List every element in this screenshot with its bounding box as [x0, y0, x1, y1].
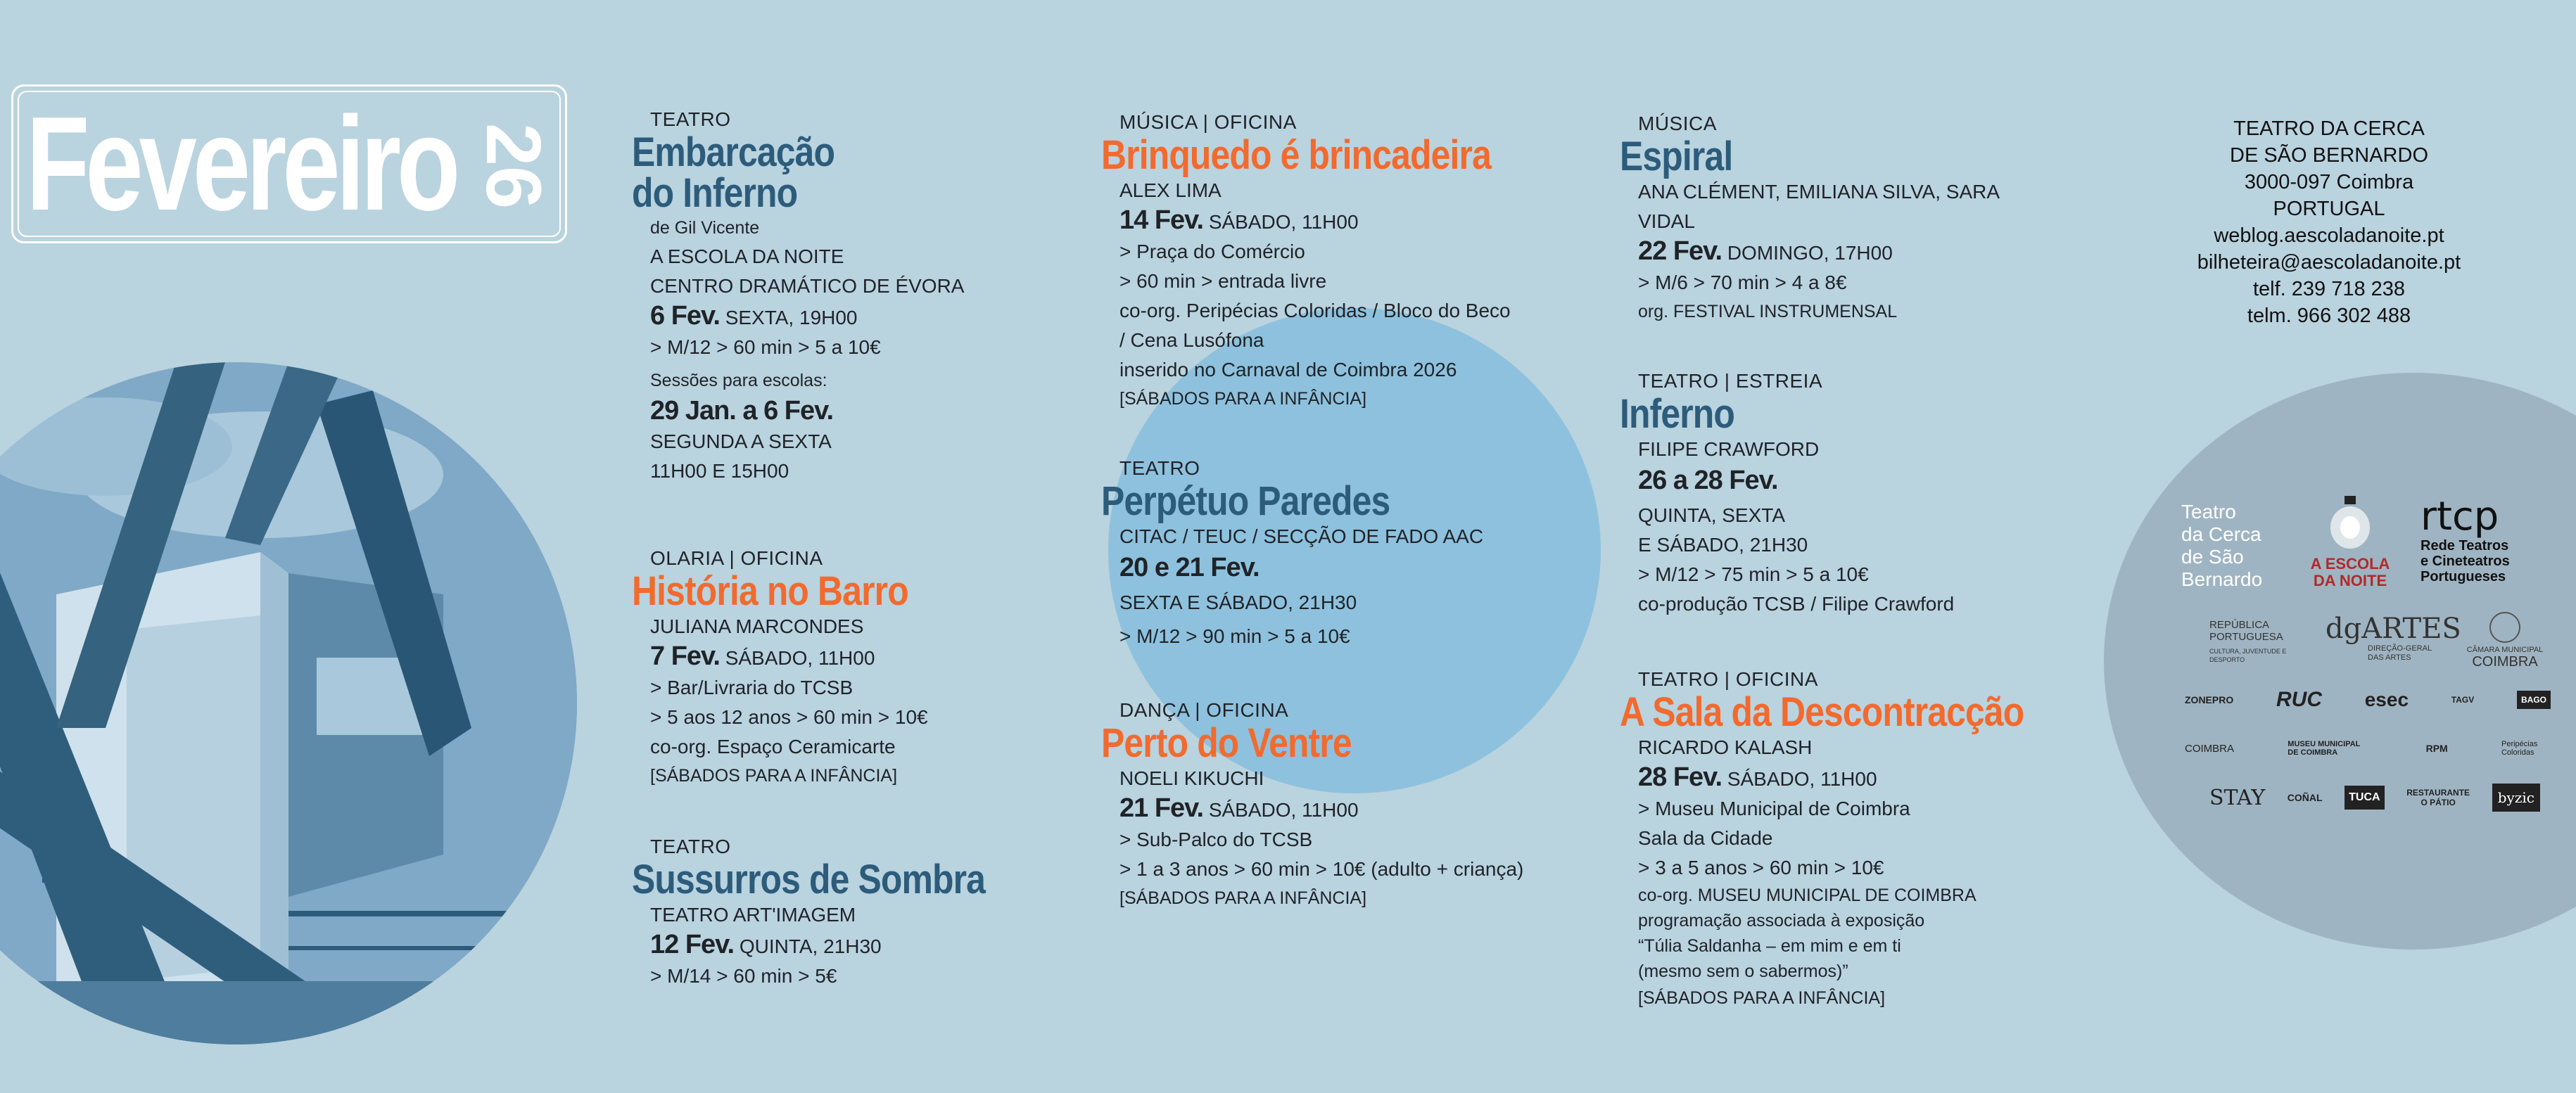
event-when: SEXTA E SÁBADO, 21H30	[1119, 592, 1357, 613]
venue-name: TEATRO DA CERCA	[2233, 117, 2425, 140]
tagv-logo: TAGV	[2451, 695, 2475, 705]
bago-logo: BAGO	[2517, 691, 2551, 709]
logo-mark: rtcp	[2420, 494, 2499, 539]
event-company: A ESCOLA DA NOITE	[650, 245, 844, 267]
event-perto-do-ventre	[1101, 698, 1523, 912]
logo-text: CULTURA, JUVENTUDE E DESPORTO	[2209, 648, 2287, 663]
logo-text: e Cineteatros	[2420, 554, 2510, 569]
schools-hours: 11H00 E 15H00	[650, 460, 789, 482]
event-date: 20 e 21 Fev.	[1119, 553, 1260, 582]
event-category: DANÇA | OFICINA	[1119, 699, 1289, 721]
building-photo	[0, 362, 577, 1044]
event-company: CENTRO DRAMÁTICO DE ÉVORA	[650, 275, 965, 297]
byzic-logo: byzic	[2492, 784, 2540, 812]
logo-text: REPÚBLICA	[2209, 619, 2270, 631]
event-line: > 1 a 3 anos > 60 min > 10€ (adulto + criança)	[1119, 858, 1524, 880]
event-historia-no-barro	[632, 546, 953, 790]
event-note: (mesmo sem o sabermos)”	[1638, 961, 1848, 981]
event-line: [SÁBADOS PARA A INFÂNCIA]	[1119, 389, 1367, 409]
event-artist: FILIPE CRAWFORD	[1638, 438, 1820, 460]
event-when: SÁBADO, 11H00	[1727, 768, 1877, 790]
logo-text: dgARTES	[2326, 613, 2461, 645]
event-espiral	[1620, 111, 2000, 326]
event-info: > M/6 > 70 min > 4 a 8€	[1638, 271, 1847, 293]
logo-text: A ESCOLA DA NOITE	[2310, 555, 2390, 589]
event-title-line1: Embarcação	[632, 129, 835, 175]
logo-text: de São	[2181, 546, 2244, 568]
event-category: MÚSICA | OFICINA	[1119, 111, 1297, 133]
camara-coimbra-logo	[2466, 612, 2544, 669]
event-line: Sala da Cidade	[1638, 827, 1773, 849]
event-title: Espiral	[1620, 134, 1733, 179]
event-company: TEATRO ART'IMAGEM	[650, 904, 856, 926]
zonepro-logo: ZONEPRO	[2185, 694, 2234, 705]
venue-name: DE SÃO BERNARDO	[2230, 144, 2428, 167]
escola-da-noite-logo	[2301, 496, 2399, 589]
event-line: inserido no Carnaval de Coimbra 2026	[1119, 359, 1457, 381]
partners-row-4	[2209, 784, 2540, 812]
peripecias-logo: Peripécias Coloridas	[2501, 740, 2538, 757]
crest-icon	[2489, 612, 2520, 643]
event-when: E SÁBADO, 21H30	[1638, 534, 1808, 556]
event-date: 22 Fev.	[1638, 236, 1722, 266]
republica-portuguesa-logo	[2181, 619, 2294, 664]
event-info: > M/12 > 60 min > 5 a 10€	[650, 336, 881, 358]
event-when: SEXTA, 19H00	[725, 307, 858, 328]
event-title: Perpétuo Paredes	[1101, 478, 1390, 524]
rpm-logo: RPM	[2425, 743, 2448, 754]
country: PORTUGAL	[2273, 198, 2385, 220]
event-embarcacao	[632, 107, 964, 486]
event-date: 21 Fev.	[1119, 793, 1204, 823]
partners-row-2	[2185, 688, 2551, 712]
event-inferno	[1620, 369, 1954, 619]
event-line: > M/12 > 75 min > 5 a 10€	[1638, 563, 1869, 585]
event-when: DOMINGO, 17H00	[1727, 242, 1893, 264]
partners-row-3	[2185, 740, 2551, 757]
coimbra-logo: COIMBRA	[2185, 742, 2235, 755]
event-note: co-org. MUSEU MUNICIPAL DE COIMBRA	[1638, 886, 1977, 905]
phone: telf. 239 718 238	[2252, 278, 2406, 300]
mobile: telm. 966 302 488	[2247, 305, 2411, 327]
event-perpetuo-paredes	[1101, 456, 1483, 651]
logo-text: Rede Teatros	[2420, 538, 2509, 554]
event-when: SÁBADO, 11H00	[725, 647, 875, 669]
website-link[interactable]: weblog.aescoladanoite.pt	[2214, 224, 2444, 247]
event-line: [SÁBADOS PARA A INFÂNCIA]	[650, 766, 898, 786]
event-date: 26 a 28 Fev.	[1638, 466, 1778, 495]
event-sala-da-descontraccao	[1620, 667, 2090, 1012]
schools-days: SEGUNDA A SEXTA	[650, 430, 832, 452]
event-title: Brinquedo é brincadeira	[1101, 132, 1491, 178]
event-category: TEATRO	[1119, 457, 1200, 479]
event-category: TEATRO | ESTREIA	[1638, 370, 1823, 392]
event-date: 28 Fev.	[1638, 762, 1722, 792]
event-date: 6 Fev.	[650, 301, 720, 331]
schools-date: 29 Jan. a 6 Fev.	[650, 396, 834, 426]
event-line: > 60 min > entrada livre	[1119, 270, 1327, 292]
event-company: CITAC / TEUC / SECÇÃO DE FADO AAC	[1119, 525, 1484, 547]
event-line: > Museu Municipal de Coimbra	[1638, 798, 1910, 819]
museu-municipal-logo: MUSEU MUNICIPAL DE COIMBRA	[2288, 740, 2361, 757]
event-line: > Sub-Palco do TCSB	[1119, 829, 1313, 850]
logo-text: Bernardo	[2181, 568, 2263, 590]
logo-text: CÂMARA MUNICIPAL	[2466, 646, 2544, 654]
event-category: MÚSICA	[1638, 113, 1717, 134]
event-line: co-org. Espaço Ceramicarte	[650, 736, 896, 758]
year-number: 26	[470, 122, 557, 210]
logo-text: Portugueses	[2420, 569, 2506, 584]
event-artist: NOELI KIKUCHI	[1119, 767, 1264, 789]
event-title: Sussurros de Sombra	[632, 857, 986, 902]
ruc-logo: RUC	[2276, 688, 2322, 711]
event-date: 12 Fev.	[650, 930, 735, 959]
email-link[interactable]: bilheteira@aescoladanoite.pt	[2197, 251, 2461, 274]
o-patio-logo: RESTAURANTE O PÁTIO	[2406, 788, 2470, 807]
event-title: Inferno	[1620, 391, 1735, 437]
logo-text: PORTUGUESA	[2209, 631, 2283, 643]
event-date: 14 Fev.	[1119, 205, 1204, 235]
event-title: Perto do Ventre	[1101, 720, 1352, 766]
event-when: SÁBADO, 11H00	[1208, 211, 1359, 233]
stay-logo: STAY	[2209, 785, 2266, 810]
event-title-line2: do Inferno	[632, 170, 798, 216]
event-line: > Bar/Livraria do TCSB	[650, 677, 854, 698]
event-artists: ANA CLÉMENT, EMILIANA SILVA, SARA	[1638, 181, 2000, 203]
event-line: > Praça do Comércio	[1119, 241, 1305, 262]
event-brinquedo	[1101, 110, 1554, 413]
rtcp-logo	[2420, 496, 2540, 584]
logo-text: da Cerca	[2181, 523, 2261, 545]
event-category: TEATRO	[650, 836, 731, 857]
address: 3000-097 Coimbra	[2244, 171, 2414, 193]
event-category: OLARIA | OFICINA	[650, 547, 823, 569]
event-info: > M/14 > 60 min > 5€	[650, 965, 837, 987]
tuca-logo: TUCA	[2345, 786, 2384, 810]
event-line: co-org. Peripécias Coloridas / Bloco do Beco	[1119, 300, 1511, 321]
event-artist: RICARDO KALASH	[1638, 736, 1813, 758]
event-category: TEATRO | OFICINA	[1638, 668, 1818, 690]
event-author: de Gil Vicente	[650, 218, 760, 238]
event-title: A Sala da Descontracção	[1620, 689, 2024, 735]
dgartes-logo	[2326, 613, 2461, 663]
event-date: 7 Fev.	[650, 641, 720, 671]
month-title: Fevereiro	[26, 89, 457, 238]
logo-text: Teatro	[2181, 501, 2236, 523]
month-title-badge	[11, 84, 567, 243]
logo-text: COIMBRA	[2472, 654, 2538, 670]
schools-label: Sessões para escolas:	[650, 371, 827, 390]
event-artist: ALEX LIMA	[1119, 179, 1222, 201]
event-sussurros	[632, 834, 1043, 991]
event-title: História no Barro	[632, 568, 908, 614]
event-org: org. FESTIVAL INSTRUMENSAL	[1638, 302, 1898, 321]
event-artist: JULIANA MARCONDES	[650, 615, 864, 637]
event-when: QUINTA, 21H30	[739, 935, 882, 957]
logo-text: DIREÇÃO-GERAL	[2368, 644, 2432, 653]
event-note: programação associada à exposição	[1638, 911, 1925, 931]
tcsb-logo	[2181, 501, 2262, 591]
event-note: [SÁBADOS PARA A INFÂNCIA]	[1638, 988, 1886, 1008]
contact-block	[2139, 115, 2519, 329]
event-artists: VIDAL	[1638, 210, 1695, 232]
event-line: > 3 a 5 anos > 60 min > 10€	[1638, 857, 1884, 878]
conal-logo: COÑAL	[2287, 792, 2323, 803]
event-category: TEATRO	[650, 108, 731, 130]
event-line: / Cena Lusófona	[1119, 329, 1264, 351]
event-line: [SÁBADOS PARA A INFÂNCIA]	[1119, 888, 1367, 908]
event-info: > M/12 > 90 min > 5 a 10€	[1119, 625, 1350, 647]
esec-logo: esec	[2364, 689, 2409, 710]
building-illustration	[0, 362, 577, 1044]
event-note: “Túlia Saldanha – em mim e em ti	[1638, 936, 1901, 956]
event-line: co-produção TCSB / Filipe Crawford	[1638, 593, 1955, 615]
event-when: SÁBADO, 11H00	[1208, 799, 1359, 821]
logo-text: DAS ARTES	[2368, 653, 2411, 662]
event-when: QUINTA, SEXTA	[1638, 504, 1785, 526]
event-line: > 5 aos 12 anos > 60 min > 10€	[650, 706, 928, 728]
lamp-icon	[2326, 496, 2375, 552]
